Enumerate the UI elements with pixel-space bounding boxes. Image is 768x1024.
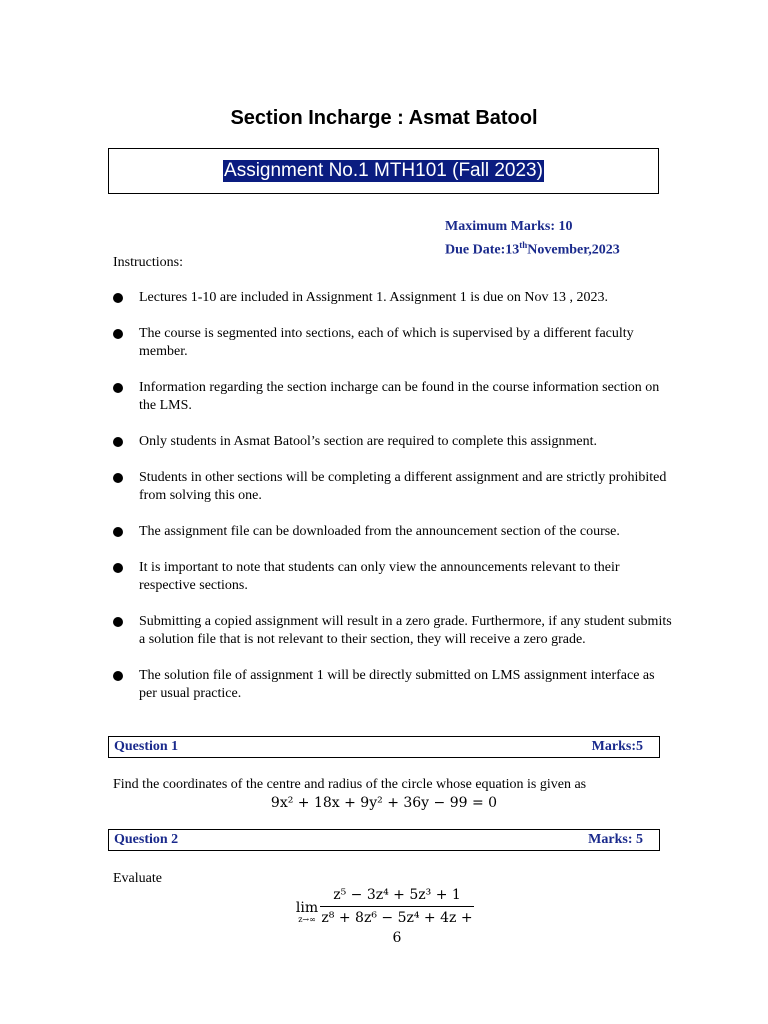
instruction-item: Students in other sections will be completing a different assignment and are strictly prohibited from solving this one. bbox=[113, 469, 673, 505]
circle-equation: 9x² + 18x + 9y² + 36y − 99 = 0 bbox=[270, 795, 498, 811]
instruction-item: The solution file of assignment 1 will be directly submitted on LMS assignment interface as per usual practice. bbox=[113, 667, 673, 703]
question-2-header bbox=[108, 829, 660, 851]
question-2-marks: Marks: 5 bbox=[588, 832, 643, 847]
instruction-item: The assignment file can be downloaded from the announcement section of the course. bbox=[113, 523, 673, 541]
instruction-item: It is important to note that students can only view the announcements relevant to their respective sections. bbox=[113, 559, 673, 595]
instruction-item: Only students in Asmat Batool’s section are required to complete this assignment. bbox=[113, 433, 673, 451]
instructions-label: Instructions: bbox=[113, 255, 183, 270]
bullet-icon bbox=[113, 329, 123, 339]
instructions-list bbox=[113, 289, 673, 721]
bullet-icon bbox=[113, 527, 123, 537]
maximum-marks: Maximum Marks: 10 bbox=[445, 219, 573, 234]
question-1-label: Question 1 bbox=[114, 739, 179, 754]
section-incharge: Section Incharge : Asmat Batool bbox=[230, 107, 538, 129]
assignment-title: Assignment No.1 MTH101 (Fall 2023) bbox=[224, 160, 543, 181]
fraction-bar bbox=[320, 906, 474, 907]
limit-fraction bbox=[320, 885, 474, 948]
bullet-icon bbox=[113, 293, 123, 303]
instruction-item: Submitting a copied assignment will result in a zero grade. Furthermore, if any student submits a solution file that is not relevant to their section, they will receive a zero grade. bbox=[113, 613, 673, 649]
numerator: z⁵ − 3z⁴ + 5z³ + 1 bbox=[333, 887, 461, 903]
bullet-icon bbox=[113, 383, 123, 393]
limit-operator: lim z→∞ bbox=[295, 900, 319, 924]
instruction-item: The course is segmented into sections, each of which is supervised by a different faculty member. bbox=[113, 325, 673, 361]
due-date: Due Date:13thNovember,2023 bbox=[445, 240, 620, 258]
question-1-marks: Marks:5 bbox=[591, 739, 643, 754]
question-1-header bbox=[108, 736, 660, 758]
question-2-label: Question 2 bbox=[114, 832, 179, 847]
bullet-icon bbox=[113, 671, 123, 681]
marks-and-due-date bbox=[445, 218, 620, 260]
bullet-icon bbox=[113, 473, 123, 483]
instruction-item: Lectures 1-10 are included in Assignment 1. Assignment 1 is due on Nov 13 , 2023. bbox=[113, 289, 673, 307]
question-1-text: Find the coordinates of the centre and radius of the circle whose equation is given as bbox=[113, 777, 587, 792]
question-2-text: Evaluate bbox=[113, 871, 162, 886]
bullet-icon bbox=[113, 437, 123, 447]
assignment-title-box bbox=[108, 148, 659, 194]
denominator: z⁸ + 8z⁶ − 5z⁴ + 4z + 6 bbox=[321, 910, 473, 946]
bullet-icon bbox=[113, 617, 123, 627]
bullet-icon bbox=[113, 563, 123, 573]
instruction-item: Information regarding the section incharge can be found in the course information section on the LMS. bbox=[113, 379, 673, 415]
